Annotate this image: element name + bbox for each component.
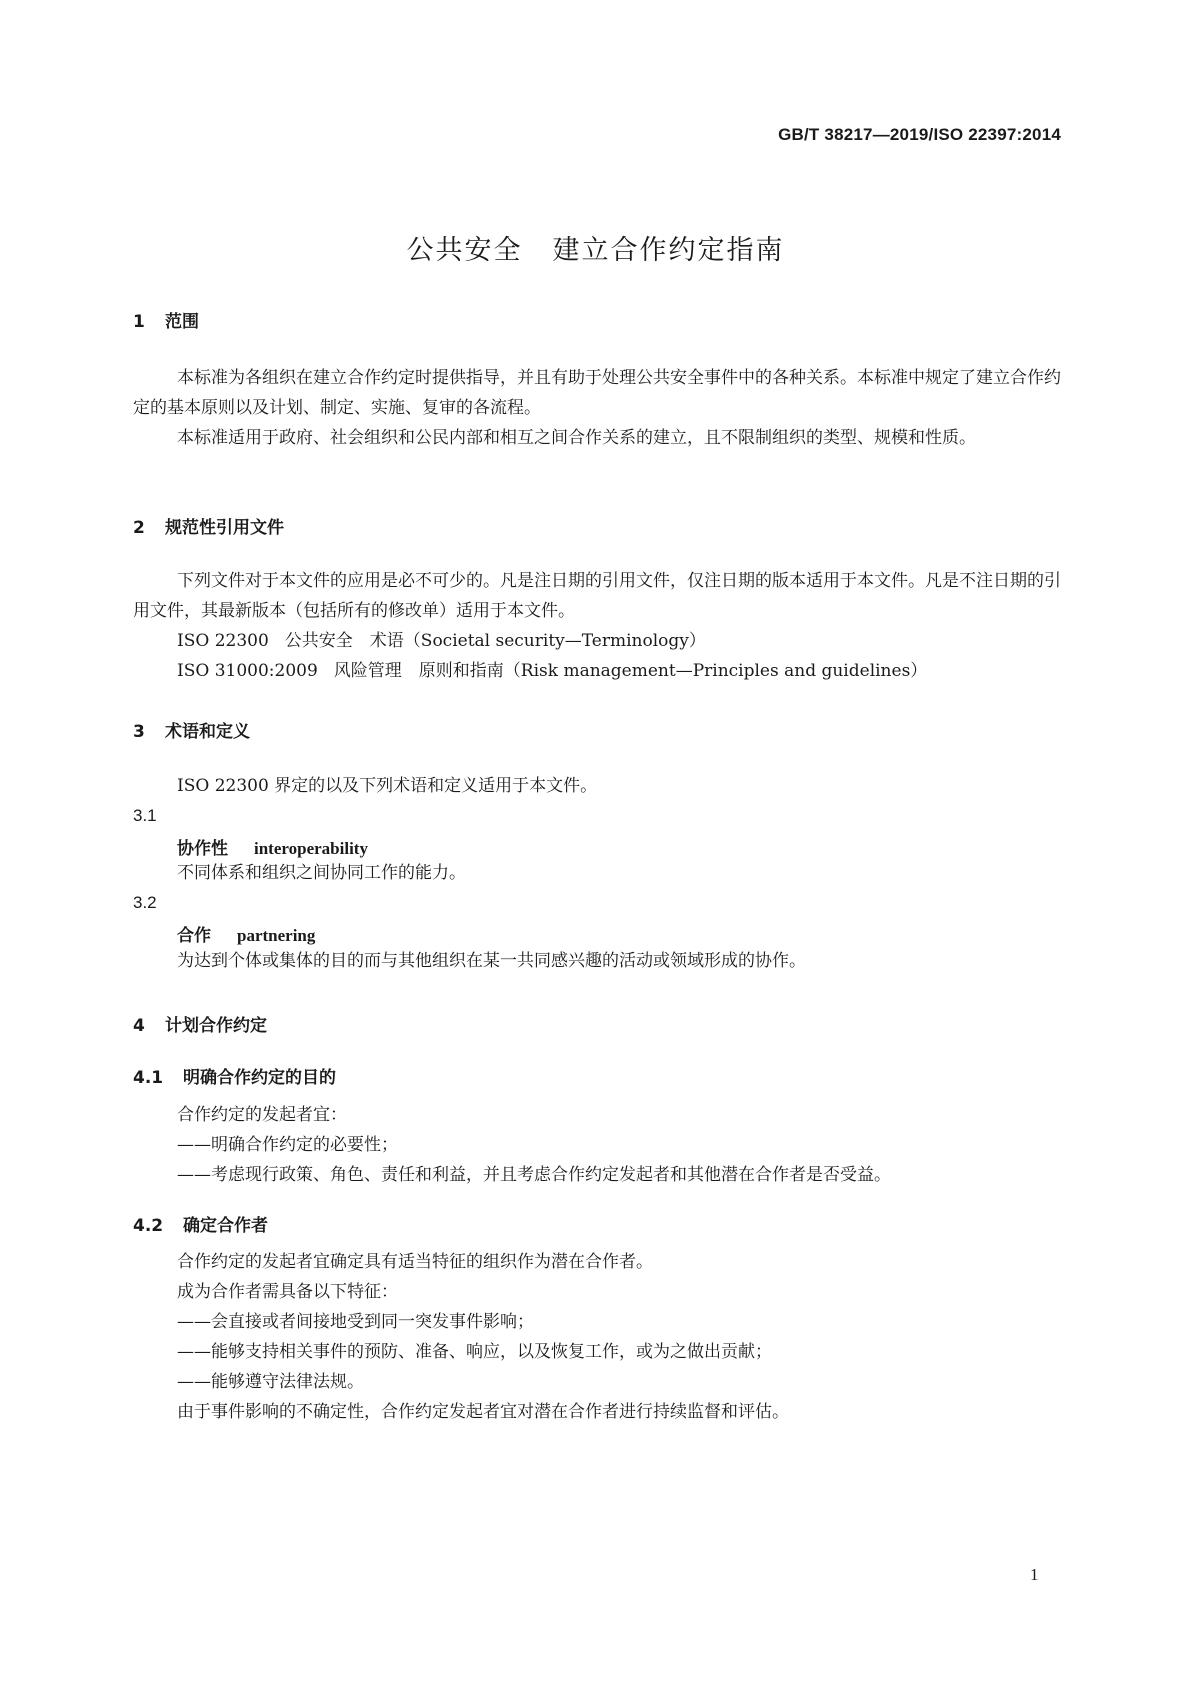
section-title: 术语和定义 bbox=[165, 722, 250, 742]
section-2-paragraph-1: 下列文件对于本文件的应用是必不可少的。凡是注日期的引用文件，仅注日期的版本适用于本文件。凡是不注日期的引用文件，其最新版本（包括所有的修改单）适用于本文件。 bbox=[133, 571, 1061, 621]
section-number: 4 bbox=[133, 1016, 145, 1036]
section-1-paragraph-1: 本标准为各组织在建立合作约定时提供指导，并且有助于处理公共安全事件中的各种关系。本标准中规定了建立合作约定的基本原则以及计划、制定、实施、复审的各流程。 bbox=[133, 368, 1061, 418]
section-number: 4.1 bbox=[133, 1068, 164, 1088]
term-english: partnering bbox=[237, 926, 316, 945]
term-3-1-definition: 不同体系和组织之间协同工作的能力。 bbox=[177, 863, 466, 883]
section-4-2-bullet-2: ——能够支持相关事件的预防、准备、响应，以及恢复工作，或为之做出贡献； bbox=[177, 1342, 772, 1362]
section-4-heading bbox=[133, 1011, 267, 1036]
section-3-paragraph-1: ISO 22300 界定的以及下列术语和定义适用于本文件。 bbox=[177, 776, 598, 796]
reference-code: ISO 31000:2009 bbox=[177, 661, 318, 681]
section-4-2-heading bbox=[133, 1211, 268, 1236]
section-4-1-bullet-1: ——明确合作约定的必要性； bbox=[177, 1135, 398, 1155]
term-3-2-definition: 为达到个体或集体的目的而与其他组织在某一共同感兴趣的活动或领域形成的协作。 bbox=[177, 951, 806, 971]
section-4-2-paragraph-3: 由于事件影响的不确定性，合作约定发起者宜对潜在合作者进行持续监督和评估。 bbox=[177, 1402, 789, 1422]
reference-title: 公共安全 术语（Societal security—Terminology） bbox=[284, 631, 706, 651]
section-title: 范围 bbox=[165, 312, 199, 332]
term-3-1-number: 3.1 bbox=[133, 806, 157, 825]
section-title: 规范性引用文件 bbox=[165, 518, 284, 538]
section-4-2-paragraph-1: 合作约定的发起者宜确定具有适当特征的组织作为潜在合作者。 bbox=[177, 1252, 653, 1272]
term-chinese: 协作性 bbox=[177, 839, 228, 859]
section-title: 确定合作者 bbox=[183, 1216, 268, 1236]
section-title: 计划合作约定 bbox=[165, 1016, 267, 1036]
reference-2 bbox=[177, 656, 927, 686]
term-3-2-number: 3.2 bbox=[133, 893, 157, 912]
document-title bbox=[0, 228, 1191, 267]
section-4-2-bullet-3: ——能够遵守法律法规。 bbox=[177, 1372, 364, 1392]
title-part-2: 建立合作约定指南 bbox=[552, 235, 785, 266]
term-english: interoperability bbox=[254, 839, 368, 858]
reference-title: 风险管理 原则和指南（Risk management—Principles and guidelines） bbox=[333, 661, 928, 681]
page-number: 1 bbox=[1030, 1565, 1039, 1584]
section-4-2-paragraph-2: 成为合作者需具备以下特征： bbox=[177, 1282, 398, 1302]
section-title: 明确合作约定的目的 bbox=[183, 1068, 336, 1088]
title-part-1: 公共安全 bbox=[406, 235, 523, 266]
section-4-1-paragraph-1: 合作约定的发起者宜： bbox=[177, 1105, 347, 1125]
section-3-heading bbox=[133, 717, 250, 742]
section-4-2-bullet-1: ——会直接或者间接地受到同一突发事件影响； bbox=[177, 1312, 534, 1332]
standard-code: GB/T 38217—2019/ISO 22397:2014 bbox=[778, 125, 1061, 144]
term-3-1 bbox=[177, 834, 368, 859]
term-3-2 bbox=[177, 921, 315, 946]
section-1-heading bbox=[133, 307, 199, 332]
section-2-heading bbox=[133, 513, 284, 538]
section-4-1-bullet-2: ——考虑现行政策、角色、责任和利益，并且考虑合作约定发起者和其他潜在合作者是否受益。 bbox=[177, 1165, 891, 1185]
section-number: 1 bbox=[133, 312, 145, 332]
section-number: 4.2 bbox=[133, 1216, 164, 1236]
term-chinese: 合作 bbox=[177, 926, 211, 946]
section-4-1-heading bbox=[133, 1063, 336, 1088]
section-number: 3 bbox=[133, 722, 145, 742]
section-number: 2 bbox=[133, 518, 145, 538]
section-1-paragraph-2: 本标准适用于政府、社会组织和公民内部和相互之间合作关系的建立，且不限制组织的类型、规模和性质。 bbox=[177, 428, 976, 448]
reference-code: ISO 22300 bbox=[177, 631, 269, 651]
reference-1 bbox=[177, 626, 706, 656]
